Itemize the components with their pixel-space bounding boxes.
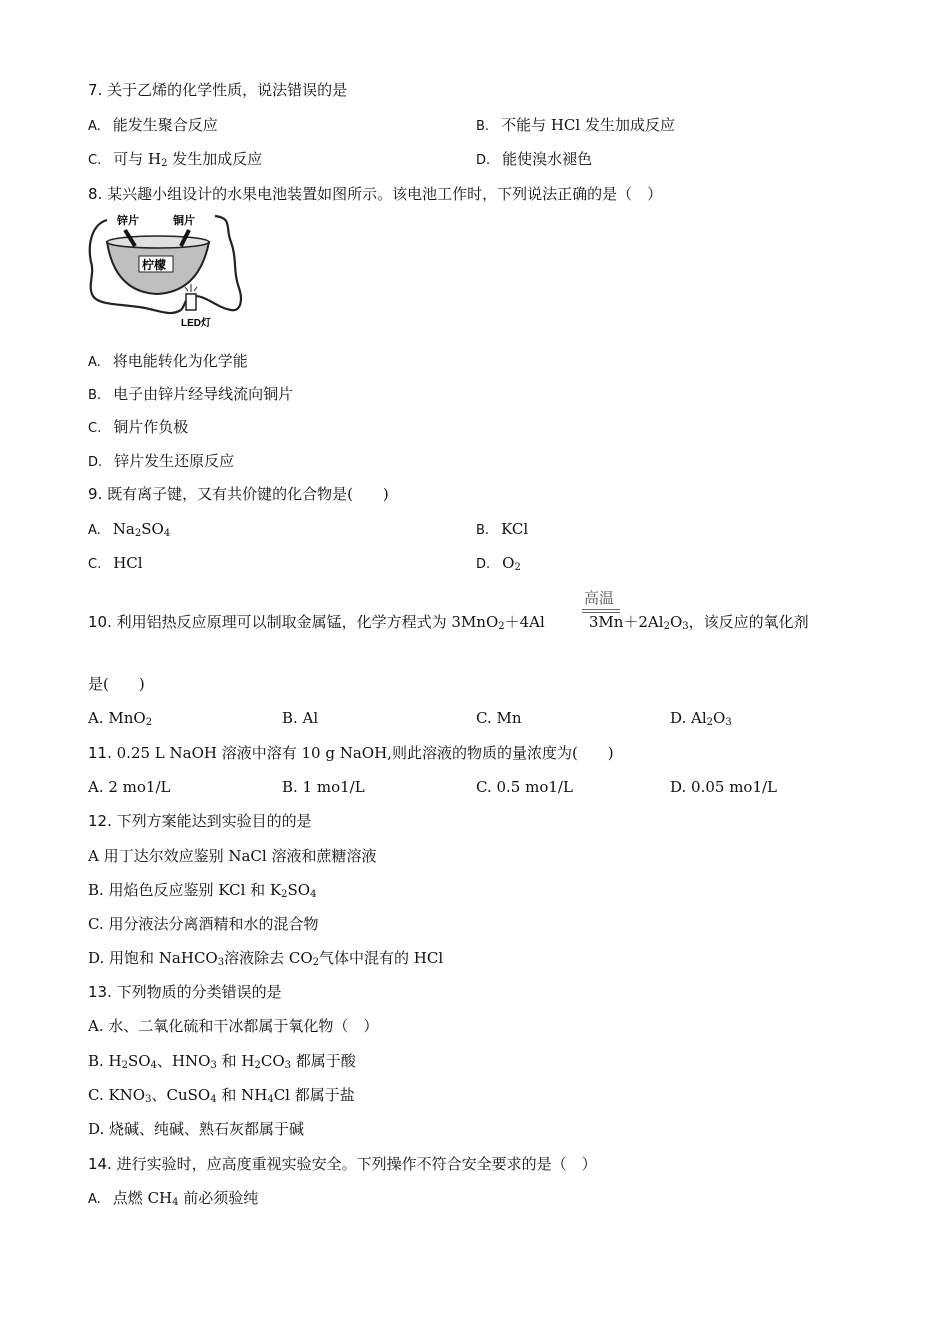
q13-option-b: B. $H_2SO_4$、$HNO_3$ 和 $H_2CO_3$ 都属于酸 — [88, 1052, 356, 1071]
q10-equation-bar-top — [582, 609, 620, 610]
zinc-label: 锌片 — [117, 215, 139, 227]
q11-option-d: D. 0.05 mo1/L — [670, 778, 778, 796]
q11-option-b: B. 1 mo1/L — [282, 778, 365, 796]
q13-stem: 13. 下列物质的分类错误的是 — [88, 983, 282, 1001]
q14-option-a: A. 点燃 $CH_4$ 前必须验纯 — [88, 1189, 259, 1208]
q8-stem: 8. 某兴趣小组设计的水果电池装置如图所示。该电池工作时，下列说法正确的是（ ） — [88, 185, 663, 203]
led-icon — [186, 294, 196, 310]
q10-option-a: A. MnO$_2$ — [88, 709, 153, 728]
q11-option-c: C. 0.5 mo1/L — [476, 778, 573, 796]
q10-condition-high-temp: 高温 — [584, 589, 615, 607]
q12-option-b: B. 用焰色反应鉴别 KCl 和 $K_2SO_4$ — [88, 881, 317, 900]
q12-option-a: A 用丁达尔效应鉴别 NaCl 溶液和蔗糖溶液 — [88, 847, 377, 865]
q10-option-c: C. Mn — [476, 709, 522, 727]
q11-option-a: A. 2 mo1/L — [88, 778, 171, 796]
q7-stem: 7. 关于乙烯的化学性质，说法错误的是 — [88, 81, 348, 99]
q14-stem: 14. 进行实验时，应高度重视实验安全。下列操作不符合安全要求的是（ ） — [88, 1155, 597, 1173]
q9-stem: 9. 既有离子键，又有共价键的化合物是( ) — [88, 485, 389, 503]
q8-option-a: A. 将电能转化为化学能 — [88, 352, 248, 370]
q9-option-a: A. $Na_2SO_4$ — [88, 520, 171, 539]
q10-stem-line2: 是( ) — [88, 675, 145, 693]
q11-stem: 11. 0.25 L NaOH 溶液中溶有 10 g NaOH,则此溶液的物质的量浓度为( ) — [88, 744, 614, 762]
copper-label: 铜片 — [173, 215, 195, 227]
q10-option-d: D. $Al_2O_3$ — [670, 709, 732, 728]
q13-option-a: A. 水、二氧化硫和干冰都属于氧化物（ ） — [88, 1017, 379, 1035]
q7-option-b: B. 不能与 HCl 发生加成反应 — [476, 116, 675, 134]
q7-option-c: C. 可与 $H_2$ 发生加成反应 — [88, 150, 263, 169]
q7-option-a: A. 能发生聚合反应 — [88, 116, 218, 134]
q8-option-d: D. 锌片发生还原反应 — [88, 452, 235, 470]
lemon-label: 柠檬 — [142, 258, 167, 272]
q7-option-d: D. 能使溴水褪色 — [476, 150, 593, 168]
q8-option-c: C. 铜片作负极 — [88, 418, 189, 436]
led-label: LED灯 — [181, 318, 211, 329]
q10-stem: 10. 利用铝热反应原理可以制取金属锰，化学方程式为 3MnO$_2$＋4Al $3Mn+2Al_2O_3$，该反应的氧化剂 — [88, 613, 809, 632]
fruit-battery-figure — [85, 212, 243, 330]
q12-option-d: D. 用饱和 NaHCO$_3$溶液除去 $CO_2$气体中混有的 HCl — [88, 949, 444, 968]
q12-stem: 12. 下列方案能达到实验目的的是 — [88, 812, 312, 830]
q9-option-b: B. KCl — [476, 520, 529, 538]
q8-option-b: B. 电子由锌片经导线流向铜片 — [88, 385, 294, 403]
q10-option-b: B. Al — [282, 709, 319, 727]
lemon-top — [107, 236, 209, 248]
q13-option-c: C. $KNO_3$、CuSO$_4$ 和 $NH_4Cl$ 都属于盐 — [88, 1086, 355, 1105]
q12-option-c: C. 用分液法分离酒精和水的混合物 — [88, 915, 319, 933]
q13-option-d: D. 烧碱、纯碱、熟石灰都属于碱 — [88, 1120, 305, 1138]
q9-option-d: D. $O_2$ — [476, 554, 521, 573]
q9-option-c: C. HCl — [88, 554, 143, 572]
